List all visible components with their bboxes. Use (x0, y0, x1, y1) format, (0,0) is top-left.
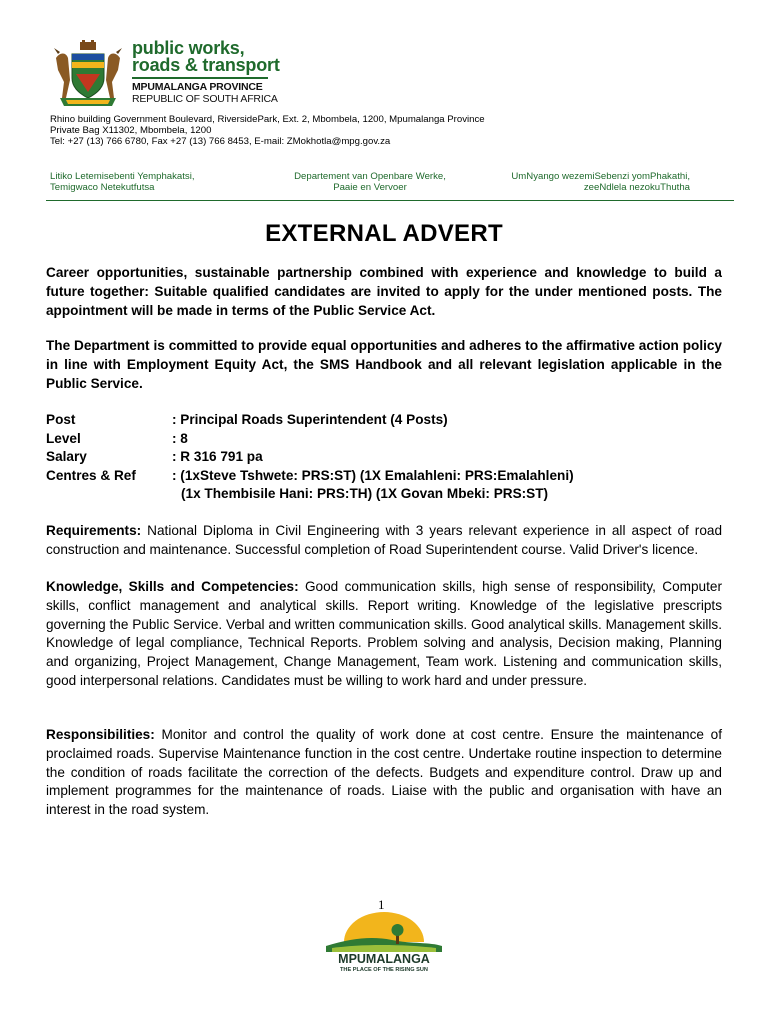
address-block (50, 114, 485, 147)
centres-label-spacer (46, 485, 172, 504)
brand-line-2: roads & transport (132, 55, 280, 75)
requirements-paragraph (46, 522, 722, 560)
footer-logo-name: MPUMALANGA (338, 952, 430, 966)
translation-afrikaans-line-2: Paaie en Vervoer (333, 182, 407, 193)
translation-isindebele-line-1: UmNyango wezemiSebenzi yomPhakathi, (511, 171, 690, 182)
department-brand (132, 40, 280, 105)
page-number: 1 (378, 897, 385, 912)
responsibilities-label: Responsibilities: (46, 727, 155, 742)
centres-value-2: (1x Thembisile Hani: PRS:TH) (1X Govan Mbeki: PRS:ST) (181, 486, 549, 502)
post-details (46, 411, 574, 504)
intro-paragraph-2: The Department is committed to provide equal opportunities and adheres to the affirmative action policy in line with Employment Equity Act, the SMS Handbook and all relevant legislation applicable in the Public Service. (46, 338, 722, 391)
centres-label: Centres & Ref (46, 467, 136, 483)
address-line-1: Rhino building Government Boulevard, RiversidePark, Ext. 2, Mbombela, 1200, Mpumalanga Province (50, 114, 485, 125)
translation-isindebele (490, 171, 690, 193)
post-label: Post (46, 412, 76, 427)
salary-label: Salary (46, 449, 87, 465)
brand-line-1: public works, (132, 38, 245, 58)
detail-row-centres (46, 467, 574, 486)
department-name-translations (50, 171, 690, 193)
letterhead (46, 40, 736, 108)
intro-paragraph-1: Career opportunities, sustainable partnership combined with experience and knowledge to build a future together: Suitable qualified candidates are invited to apply for the under mentioned posts. The appointment will be made in terms of the Public Service Act. (46, 265, 722, 318)
brand-divider (132, 77, 268, 79)
detail-row-centres-cont (46, 485, 574, 504)
responsibilities-text: Monitor and control the quality of work done at cost centre. Ensure the maintenance of proclaimed roads. Supervise Maintenance function in the cost centre. Undertake routine inspection to determine the condition of roads facilitate the correction of the defects. Budgets and expenditure control. Draw up and implement programmes for the maintenance of roads. Liaise with the public and organisation with have an interest in the road system. (46, 727, 722, 818)
requirements-label: Requirements: (46, 523, 142, 538)
brand-republic: REPUBLIC OF SOUTH AFRICA (132, 93, 278, 105)
post-value: : Principal Roads Superintendent (4 Posts) (172, 412, 448, 427)
detail-row-post (46, 411, 574, 430)
translation-siswati-line-1: Litiko Letemisebenti Yemphakatsi, (50, 171, 195, 182)
level-label: Level (46, 430, 81, 446)
detail-row-level (46, 430, 574, 449)
requirements-text: National Diploma in Civil Engineering with 3 years relevant experience in all aspect of road construction and maintenance. Successful completion of Road Superintendent course. Valid Driver's licence. (46, 523, 722, 557)
centres-value-1: : (1xSteve Tshwete: PRS:ST) (1X Emalahleni: PRS:Emalahleni) (172, 467, 574, 483)
translation-afrikaans-line-1: Departement van Openbare Werke, (294, 171, 446, 182)
brand-province: MPUMALANGA PROVINCE (132, 81, 263, 93)
translation-afrikaans (270, 171, 470, 193)
coat-of-arms-logo (46, 40, 130, 108)
logo-row (46, 40, 736, 108)
page-title: EXTERNAL ADVERT (265, 220, 503, 247)
translation-isindebele-line-2: zeeNdlela nezokuThutha (583, 182, 690, 193)
footer-logo-tagline: THE PLACE OF THE RISING SUN (340, 967, 428, 973)
responsibilities-paragraph (46, 726, 722, 820)
header-divider (46, 200, 734, 201)
detail-row-salary (46, 448, 574, 467)
address-line-3: Tel: +27 (13) 766 6780, Fax +27 (13) 766 8453, E-mail: ZMokhotla@mpg.gov.za (50, 136, 391, 147)
salary-value: : R 316 791 pa (172, 449, 263, 465)
level-value: : 8 (172, 430, 188, 446)
translation-siswati-line-2: Temigwaco Netekutfutsa (50, 182, 155, 193)
ksc-text: Good communication skills, high sense of responsibility, Computer skills, conflict management and analytical skills. Report writing. Knowledge of the legislative prescripts governing the Public Service. Verbal and written communication skills. Good analytical skills. Management skills. Knowledge of legal compliance, Technical Reports. Problem solving and analysis, Decision making, Planning and organizing, Project Management, Change Management, Team work. Listening and communication skills, good interpersonal relations. Candidates must be willing to work hard and under pressure. (46, 579, 722, 688)
translation-siswati (50, 171, 250, 193)
ksc-paragraph (46, 578, 722, 691)
address-line-2: Private Bag X11302, Mbombela, 1200 (50, 125, 212, 136)
ksc-label: Knowledge, Skills and Competencies: (46, 579, 299, 594)
mpumalanga-logo (322, 912, 446, 974)
